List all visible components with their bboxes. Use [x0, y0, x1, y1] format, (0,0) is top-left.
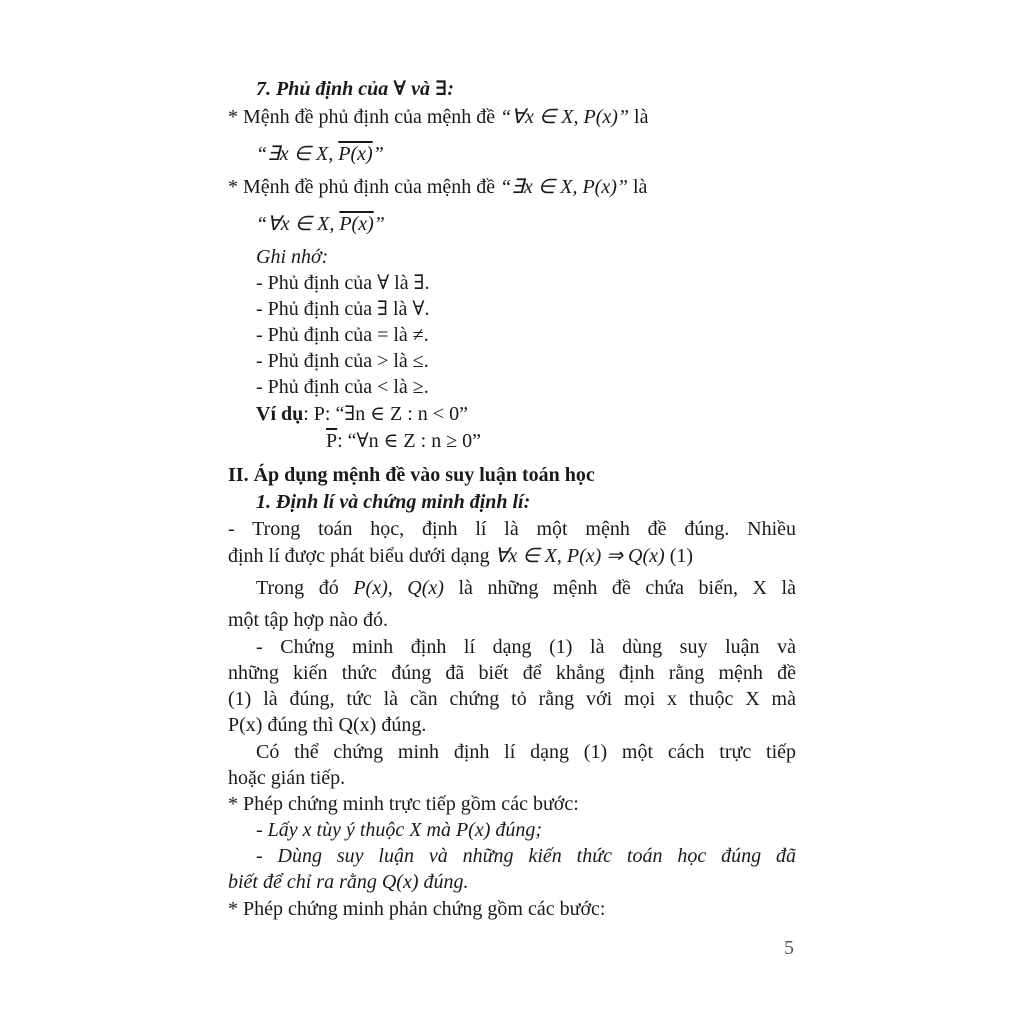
theorem-formula: ∀x ∈ X, P(x) ⇒ Q(x): [494, 545, 665, 567]
formula-negated-p: P(x): [339, 213, 374, 235]
paragraph-line: một tập hợp nào đó.: [228, 609, 388, 631]
paragraph-line: - Chứng minh định lí dạng (1) là dùng suy luận và: [256, 636, 796, 658]
contradiction-proof-heading: * Phép chứng minh phản chứng gồm các bước:: [228, 898, 606, 920]
section-2-heading: II. Áp dụng mệnh đề vào suy luận toán học: [228, 464, 595, 486]
formula-exists: “∃x ∈ X, P(x)”: [500, 176, 628, 198]
equation-number: (1): [664, 545, 694, 567]
direct-proof-step-cont: biết để chỉ ra rằng Q(x) đúng.: [228, 871, 469, 893]
formula-p-q: P(x), Q(x): [353, 577, 444, 599]
paragraph-line: - Trong toán học, định lí là một mệnh đề đúng. Nhiều: [228, 518, 796, 540]
example-negation: [326, 430, 481, 452]
formula-negated-p: P(x): [338, 143, 373, 165]
negation-rule-forall: [228, 106, 648, 128]
negation-rule-exists: [228, 176, 647, 198]
paragraph-line: (1) là đúng, tức là cần chứng tỏ rằng với mọi x thuộc X mà: [228, 688, 796, 710]
rule-tail: là: [627, 176, 648, 198]
negated-p-letter: $\overline{P}$: [326, 430, 338, 452]
formula-close: ”: [372, 143, 384, 165]
paragraph-line: Có thể chứng minh định lí dạng (1) một cách trực tiếp: [256, 741, 796, 763]
rule-text: * Mệnh đề phủ định của mệnh đề: [228, 106, 501, 128]
direct-proof-heading: * Phép chứng minh trực tiếp gồm các bước:: [228, 793, 579, 815]
paragraph-line: những kiến thức đúng đã biết để khẳng định rằng mệnh đề: [228, 662, 796, 684]
direct-proof-step: - Lấy x tùy ý thuộc X mà P(x) đúng;: [256, 819, 543, 841]
note-heading: Ghi nhớ:: [256, 246, 329, 268]
paragraph-line: P(x) đúng thì Q(x) đúng.: [228, 714, 427, 736]
note-item: - Phủ định của ∃ là ∀.: [256, 298, 430, 320]
direct-proof-step: - Dùng suy luận và những kiến thức toán học đúng đã: [256, 845, 796, 867]
paragraph-text: Trong đó: [256, 577, 354, 599]
paragraph-text: định lí được phát biểu dưới dạng: [228, 545, 495, 567]
paragraph-line: hoặc gián tiếp.: [228, 767, 346, 789]
note-item: - Phủ định của = là ≠.: [256, 324, 429, 346]
example-line: [256, 403, 468, 425]
example-statement: : P: “∃n ∈ Z : n < 0”: [303, 403, 468, 425]
section-7-heading: 7. Phủ định của ∀ và ∃:: [256, 78, 455, 100]
page-number: 5: [784, 937, 794, 959]
formula-forall: “∀x ∈ X, P(x)”: [500, 106, 630, 128]
negation-result-forall: [256, 143, 384, 165]
paragraph-line: [256, 577, 796, 599]
subsection-1-heading: 1. Định lí và chứng minh định lí:: [256, 491, 531, 513]
formula-close: ”: [373, 213, 385, 235]
note-item: - Phủ định của > là ≤.: [256, 350, 429, 372]
example-negation-statement: : “∀n ∈ Z : n ≥ 0”: [337, 430, 482, 452]
paragraph-line: [228, 545, 693, 567]
rule-text: * Mệnh đề phủ định của mệnh đề: [228, 176, 501, 198]
formula-open: “∃x ∈ X,: [256, 143, 339, 165]
paragraph-text: là những mệnh đề chứa biến, X là: [443, 577, 796, 599]
formula-open: “∀x ∈ X,: [256, 213, 340, 235]
note-item: - Phủ định của ∀ là ∃.: [256, 272, 430, 294]
note-item: - Phủ định của < là ≥.: [256, 376, 429, 398]
rule-tail: là: [629, 106, 649, 128]
example-label: Ví dụ: [256, 403, 304, 425]
negation-result-exists: [256, 213, 385, 235]
